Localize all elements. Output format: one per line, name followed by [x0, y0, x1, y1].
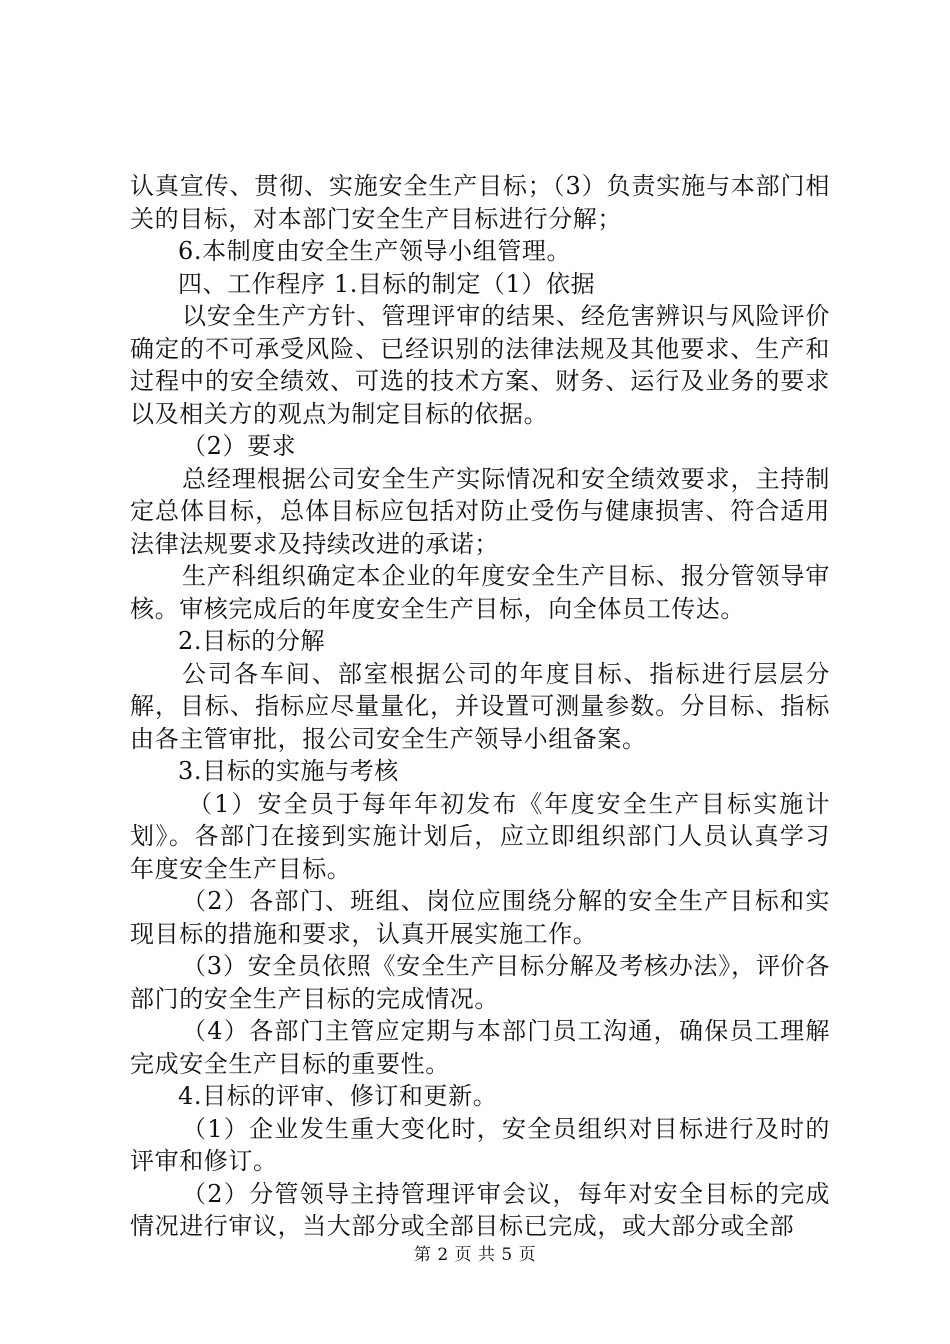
section-heading-procedure: 四、工作程序 1.目标的制定（1）依据 — [178, 269, 596, 298]
document-body — [130, 170, 830, 1243]
paragraph-basis: 以安全生产方针、管理评审的结果、经危害辨识与风险评价确定的不可承受风险、已经识别的法律法规及其他要求、生产和过程中的安全绩效、可选的技术方案、财务、运行及业务的要求以及相关方的观点为制定目标的依据。 — [130, 302, 830, 428]
paragraph-implementation-1: （1）安全员于每年年初发布《年度安全生产目标实施计划》。各部门在接到实施计划后，应立即组织部门人员认真学习年度安全生产目标。 — [130, 789, 830, 883]
paragraph-clause-6: 6.本制度由安全生产领导小组管理。 — [178, 237, 572, 265]
paragraph-gm-requirements: 总经理根据公司安全生产实际情况和安全绩效要求，主持制定总体目标，总体目标应包括对防止受伤与健康损害、符合适用法律法规要求及持续改进的承诺； — [130, 464, 830, 558]
subheading-review: 4.目标的评审、修订和更新。 — [178, 1082, 498, 1110]
page-number-footer: 第 2 页 共 5 页 — [413, 1245, 537, 1265]
paragraph-production-dept: 生产科组织确定本企业的年度安全生产目标、报分管领导审核。审核完成后的年度安全生产目标，向全体员工传达。 — [130, 562, 830, 623]
paragraph-implementation-4: （4）各部门主管应定期与本部门员工沟通，确保员工理解完成安全生产目标的重要性。 — [130, 1017, 830, 1078]
paragraph-implementation-2: （2）各部门、班组、岗位应围绕分解的安全生产目标和实现目标的措施和要求，认真开展实施工作。 — [130, 887, 830, 948]
paragraph-review-2: （2）分管领导主持管理评审会议，每年对安全目标的完成情况进行审议，当大部分或全部目标已完成，或大部分或全部 — [130, 1179, 830, 1240]
paragraph-decomposition: 公司各车间、部室根据公司的年度目标、指标进行层层分解，目标、指标应尽量量化，并设置可测量参数。分目标、指标由各主管审批，报公司安全生产领导小组备案。 — [130, 659, 830, 753]
subheading-decomposition: 2.目标的分解 — [178, 627, 326, 655]
subheading-implementation: 3.目标的实施与考核 — [178, 757, 399, 785]
paragraph-implementation-3: （3）安全员依照《安全生产目标分解及考核办法》，评价各部门的安全生产目标的完成情况。 — [130, 952, 830, 1013]
paragraph-continuation: 认真宣传、贯彻、实施安全生产目标；（3）负责实施与本部门相关的目标，对本部门安全生产目标进行分解； — [130, 172, 830, 233]
subheading-requirements: （2）要求 — [182, 432, 297, 460]
paragraph-review-1: （1）企业发生重大变化时，安全员组织对目标进行及时的评审和修订。 — [130, 1114, 830, 1175]
